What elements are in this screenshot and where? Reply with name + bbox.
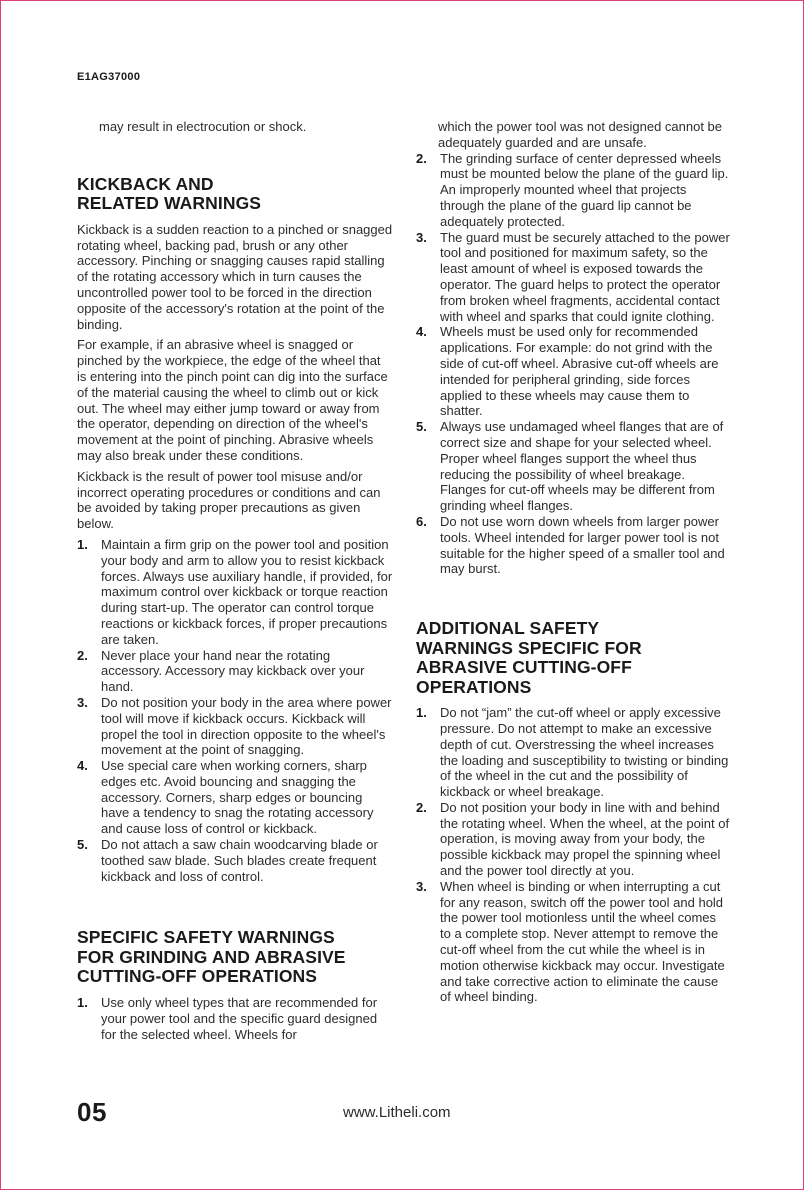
item-number: 3. (416, 229, 427, 245)
item-number: 2. (77, 647, 88, 663)
list-item (77, 648, 393, 695)
item-text: Never place your hand near the rotating accessory. Accessory may kickback over your hand. (101, 647, 365, 695)
specific-list (77, 995, 393, 1042)
item-number: 2. (416, 799, 427, 815)
heading-line: CUTTING-OFF OPERATIONS (77, 966, 318, 987)
list-item (416, 800, 730, 879)
list-item (416, 230, 730, 325)
item-number: 1. (77, 536, 88, 552)
left-column (77, 119, 393, 1042)
heading-line: KICKBACK AND (77, 173, 214, 194)
item-text: The guard must be securely attached to the power tool and positioned for maximum safety, so the least amount of wheel is exposed towards the operator. The guard helps to protect the operator from broken wheel fragments, accidental contact with wheel and sparks that could ignite clothing. (440, 229, 730, 324)
specific-heading (77, 928, 393, 987)
heading-line: ADDITIONAL SAFETY (416, 618, 600, 639)
item-number: 5. (416, 419, 427, 435)
heading-line: WARNINGS SPECIFIC FOR (416, 637, 642, 658)
item-number: 1. (416, 705, 427, 721)
item-text: Do not “jam” the cut-off wheel or apply excessive pressure. Do not attempt to make an excessive depth of cut. Overstressing the wheel increases the loading and susceptibility to twisting or binding of the wheel in the cut and the possibility of kickback or wheel breakage. (440, 705, 729, 800)
specific-list-continued (416, 151, 730, 578)
item-number: 5. (77, 837, 88, 853)
kickback-paragraph: Kickback is the result of power tool misuse and/or incorrect operating procedures or conditions and can be avoided by taking proper precautions as given below. (77, 468, 381, 532)
item-text: Do not attach a saw chain woodcarving blade or toothed saw blade. Such blades create frequent kickback and loss of control. (101, 837, 378, 884)
list-item (77, 758, 393, 837)
heading-line: OPERATIONS (416, 676, 532, 697)
item-number: 6. (416, 513, 427, 529)
list-item (416, 419, 730, 514)
item-number: 3. (77, 694, 88, 710)
item-number: 4. (77, 758, 88, 774)
heading-line: RELATED WARNINGS (77, 193, 262, 214)
item-text: Do not use worn down wheels from larger power tools. Wheel intended for larger power tool is not suitable for the higher speed of a smaller tool and may burst. (440, 513, 725, 577)
additional-list (416, 705, 730, 1005)
list-item (416, 879, 730, 1005)
item-number: 1. (77, 994, 88, 1010)
heading-line: FOR GRINDING AND ABRASIVE (77, 946, 346, 967)
list-item (416, 151, 730, 230)
list-item (77, 537, 393, 648)
document-code: E1AG37000 (77, 71, 141, 83)
item-number: 4. (416, 324, 427, 340)
item-text: Maintain a firm grip on the power tool and position your body and arm to allow you to resist kickback forces. Always use auxiliary handle, if provided, for maximum control over kickback or torque reaction during start-up. The operator can control torque reactions or kickback forces, if proper precautions are taken. (101, 536, 393, 647)
item-text: Always use undamaged wheel flanges that are of correct size and shape for your selected wheel. Proper wheel flanges support the wheel thus reducing the possibility of wheel breakage. Flanges for cut-off wheels may be different from grinding wheel flanges. (440, 419, 724, 514)
list-item (416, 514, 730, 577)
additional-heading (416, 619, 730, 697)
item-number: 3. (416, 878, 427, 894)
item-continuation: which the power tool was not designed cannot be adequately guarded and are unsafe. (438, 119, 723, 150)
kickback-paragraph: Kickback is a sudden reaction to a pinched or snagged rotating wheel, backing pad, brush or any other accessory. Pinching or snagging causes rapid stalling of the rotating accessory which in turn causes the uncontrolled power tool to be forced in the direction opposite of the accessory's rotation at the point of the binding. (77, 221, 393, 332)
item-text: Use only wheel types that are recommended for your power tool and the specific guard designed for the selected wheel. Wheels for (101, 994, 378, 1042)
kickback-heading (77, 175, 393, 214)
heading-line: ABRASIVE CUTTING-OFF (416, 657, 632, 678)
item-text: Do not position your body in line with and behind the rotating wheel. When the wheel, at the point of operation, is moving away from your body, the possible kickback may propel the spinning wheel and the power tool directly at you. (440, 799, 730, 879)
kickback-paragraph: For example, if an abrasive wheel is snagged or pinched by the workpiece, the edge of the wheel that is entering into the pinch point can dig into the surface of the material causing the wheel to climb out or kick out. The wheel may either jump toward or away from the operator, depending on direction of the wheel's movement at the point of pinching. Abrasive wheels may also break under these conditions. (77, 337, 388, 463)
item-number: 2. (416, 150, 427, 166)
item-text: Wheels must be used only for recommended applications. For example: do not grind with the side of cut-off wheel. Abrasive cut-off wheels are intended for peripheral grinding, side forces applied to these wheels may cause them to shatter. (440, 324, 719, 419)
list-item (77, 695, 393, 758)
list-item (416, 705, 730, 800)
list-item (416, 324, 730, 419)
right-column (416, 119, 730, 1005)
item-text: When wheel is binding or when interrupting a cut for any reason, switch off the power tool and hold the power tool motionless until the wheel comes to a complete stop. Never attempt to remove the cut-off wheel from the cut while the wheel is in motion otherwise kickback may occur. Investigate and take corrective action to eliminate the cause of wheel binding. (440, 878, 725, 1005)
list-item (77, 837, 393, 884)
website-link[interactable]: www.Litheli.com (343, 1104, 451, 1121)
item-text: Use special care when working corners, sharp edges etc. Avoid bouncing and snagging the accessory. Corners, sharp edges or bouncing have a tendency to snag the rotating accessory and cause loss of control or kickback. (101, 758, 374, 837)
heading-line: SPECIFIC SAFETY WARNINGS (77, 927, 335, 948)
list-item (77, 995, 393, 1042)
page-number: 05 (77, 1097, 107, 1127)
item-text: Do not position your body in the area where power tool will move if kickback occurs. Kickback will propel the tool in direction opposite to the wheel's movement at the point of snagging. (101, 694, 392, 758)
intro-continuation: may result in electrocution or shock. (99, 119, 307, 134)
item-text: The grinding surface of center depressed wheels must be mounted below the plane of the guard lip. An improperly mounted wheel that projects through the plane of the guard lip cannot be adequately protected. (440, 150, 729, 229)
kickback-list (77, 537, 393, 885)
